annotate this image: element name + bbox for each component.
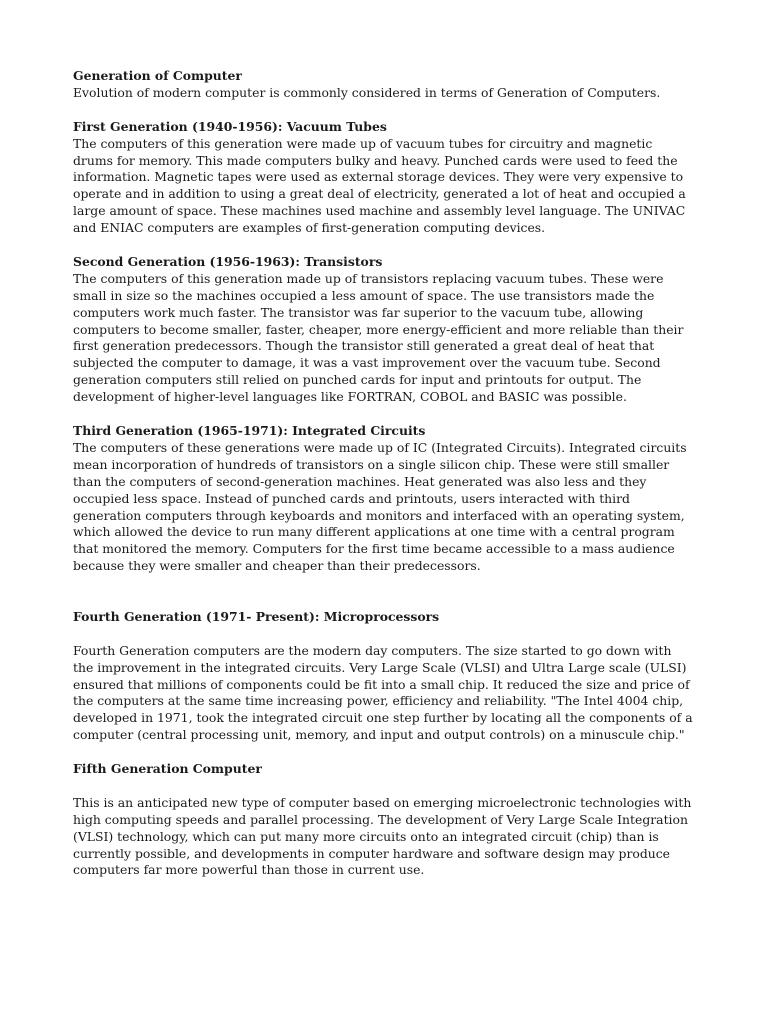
- spacer: [73, 626, 695, 643]
- intro-paragraph: Evolution of modern computer is commonly considered in terms of Generation of Computers.: [73, 84, 661, 100]
- document-page: [73, 68, 695, 879]
- spacer: [73, 744, 695, 761]
- section-body-first-generation: The computers of this generation were made up of vacuum tubes for circuitry and magnetic drums for memory. This made computers bulky and heavy. Punched cards were used to feed the information. Magnetic tapes were used as external storage devices. They were very expensive to operate and in addition to using a great deal of electricity, generated a lot of heat and occupied a large amount of space. These machines used machine and assembly level language. The UNIVAC and ENIAC computers are examples of first-generation computing devices.: [73, 135, 686, 236]
- document-title: Generation of Computer: [73, 68, 242, 83]
- section-body-second-generation: The computers of this generation made up of transistors replacing vacuum tubes. These were small in size so the machines occupied a less amount of space. The use transistors made the computers work much faster. The transistor was far superior to the vacuum tube, allowing computers to become smaller, faster, cheaper, more energy-efficient and more reliable than their first generation predecessors. Though the transistor still generated a great deal of heat that subjected the computer to damage, it was a vast improvement over the vacuum tube. Second generation computers still relied on punched cards for input and printouts for output. The development of higher-level languages like FORTRAN, COBOL and BASIC was possible.: [73, 270, 684, 405]
- spacer: [73, 406, 695, 423]
- section-body-fifth-generation: This is an anticipated new type of computer based on emerging microelectronic technologies with high computing speeds and parallel processing. The development of Very Large Scale Integration (VLSI) technology, which can put many more circuits onto an integrated circuit (chip) than is currently possible, and developments in computer hardware and software design may produce computers far more powerful than those in current use.: [73, 794, 692, 878]
- section-heading-fourth-generation: Fourth Generation (1971- Present): Microprocessors: [73, 608, 440, 624]
- spacer: [73, 237, 695, 254]
- section-heading-second-generation: Second Generation (1956-1963): Transistors: [73, 253, 383, 269]
- section-body-third-generation: The computers of these generations were made up of IC (Integrated Circuits). Integrated circuits mean incorporation of hundreds of transistors on a single silicon chip. These were still smaller than the computers of second-generation machines. Heat generated was also less and they occupied less space. Instead of punched cards and printouts, users interacted with third generation computers through keyboards and monitors and interfaced with an operating system, which allowed the device to run many different applications at one time with a central program that monitored the memory. Computers for the first time became accessible to a mass audience because they were smaller and cheaper than their predecessors.: [73, 439, 687, 574]
- section-heading-fifth-generation: Fifth Generation Computer: [73, 761, 262, 777]
- section-body-fourth-generation: Fourth Generation computers are the modern day computers. The size started to go down with the improvement in the integrated circuits. Very Large Scale (VLSI) and Ultra Large scale (ULSI) ensured that millions of components could be fit into a small chip. It reduced the size and price of the computers at the same time increasing power, efficiency and reliability. "The Intel 4004 chip, developed in 1971, took the integrated circuit one step further by locating all the components of a computer (central processing unit, memory, and input and output controls) on a minuscule chip.": [73, 642, 693, 743]
- section-heading-first-generation: First Generation (1940-1956): Vacuum Tubes: [73, 118, 387, 134]
- section-heading-third-generation: Third Generation (1965-1971): Integrated Circuits: [73, 422, 426, 438]
- spacer: [73, 575, 695, 609]
- spacer: [73, 778, 695, 795]
- spacer: [73, 102, 695, 119]
